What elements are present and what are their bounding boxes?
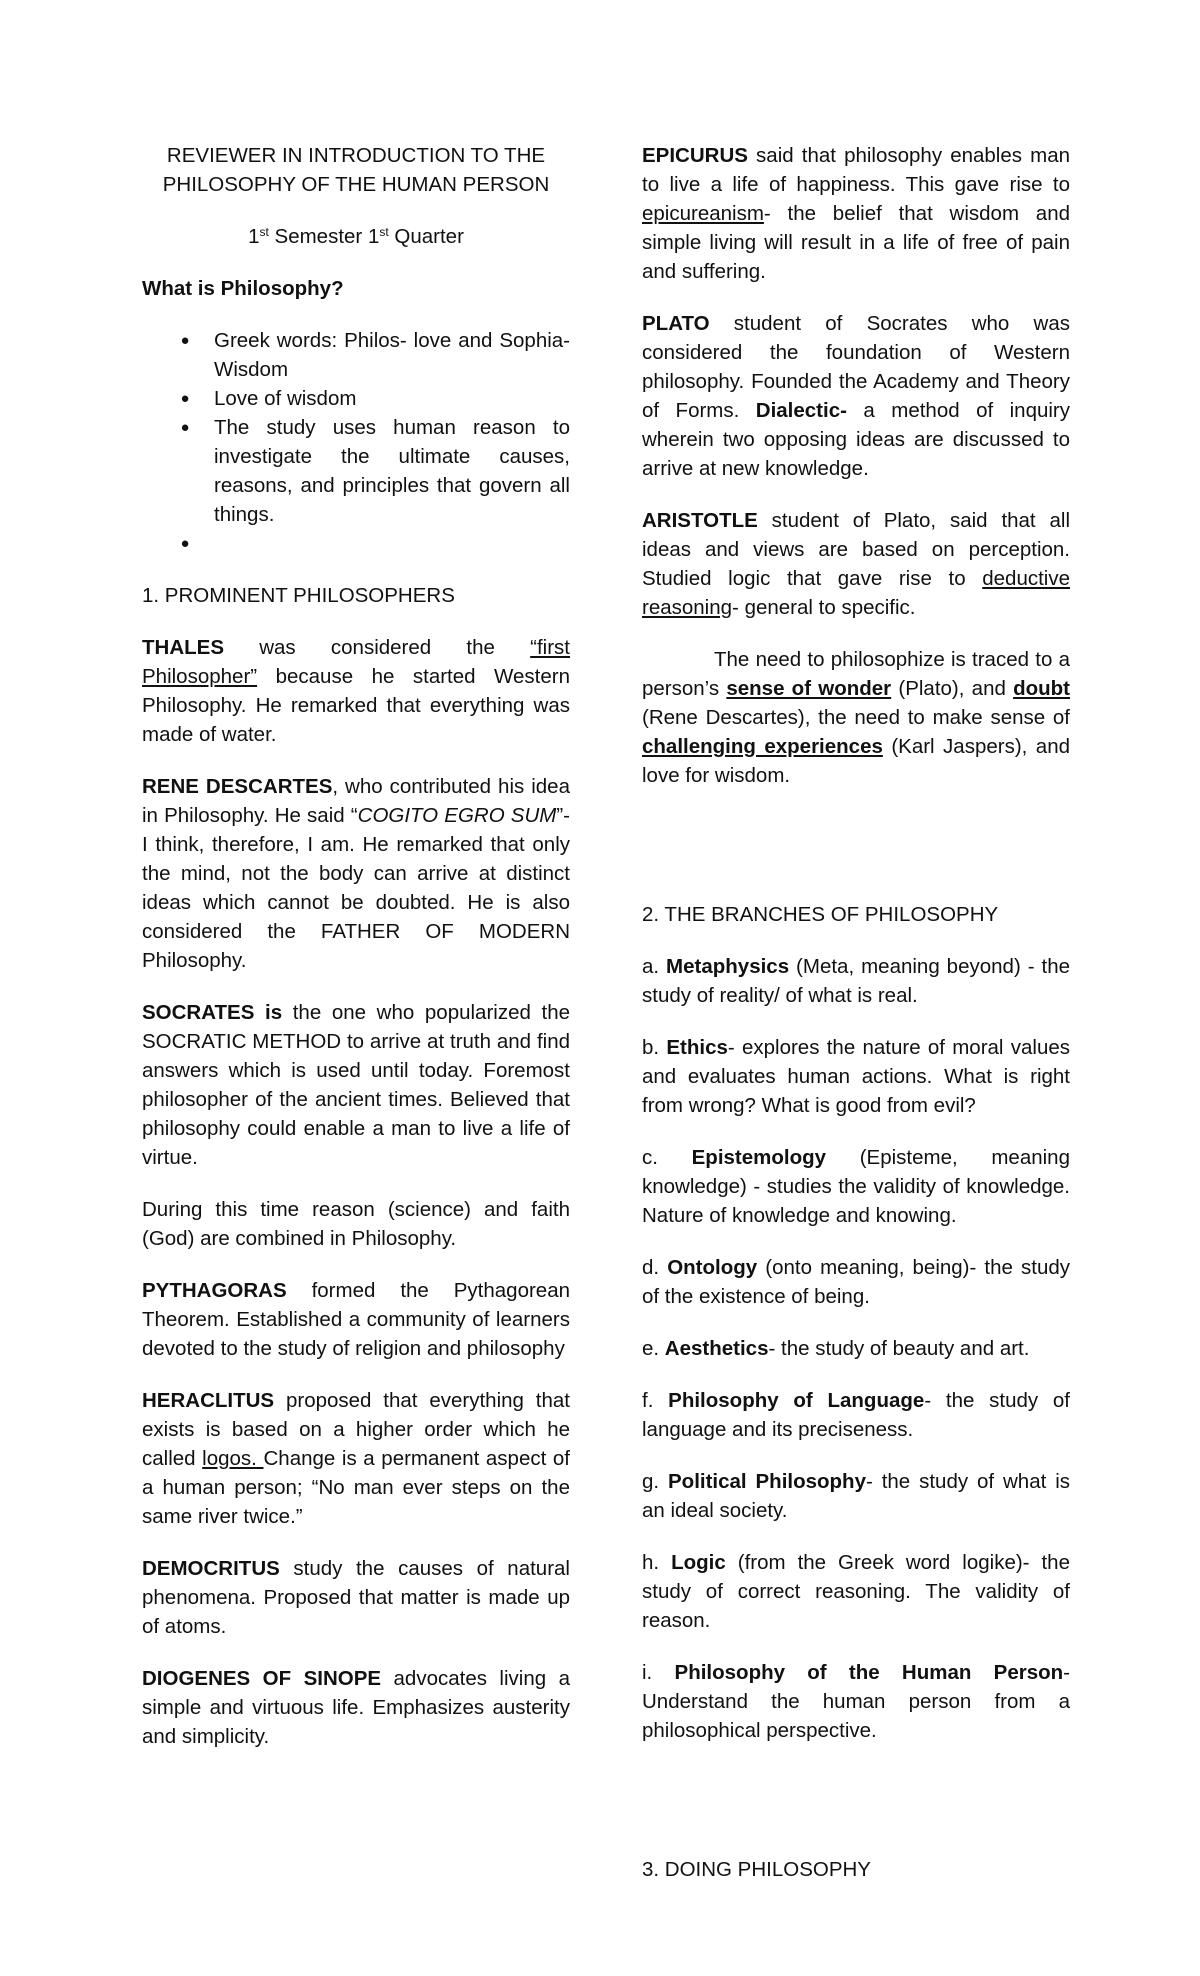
branch-metaphysics: a. Metaphysics (Meta, meaning beyond) - the study of reality/ of what is real. [642, 955, 1070, 1007]
paragraph-plato: PLATO student of Socrates who was considered the foundation of Western philosophy. Founded the Academy and Theory of Forms. Dialectic- a method of inquiry wherein two opposing ideas are discussed to arrive at new knowledge. [642, 312, 1071, 480]
branch-ethics: b. Ethics- explores the nature of moral values and evaluates human actions. What is right from wrong? What is good from evil? [642, 1036, 1070, 1117]
philosophy-definition-list [142, 326, 570, 558]
title-line-2: PHILOSOPHY OF THE HUMAN PERSON [162, 173, 550, 196]
list-item [142, 529, 570, 558]
paragraph-thales: THALES was considered the “first Philosopher” because he started Western Philosophy. He remarked that everything was made of water. [142, 636, 570, 746]
bullet-icon: ● [180, 419, 190, 436]
left-column [142, 141, 570, 1774]
what-is-philosophy-heading: What is Philosophy? [142, 277, 344, 300]
paragraph-need-to-philosophize: The need to philosophize is traced to a person’s sense of wonder (Plato), and doubt (Rene Descartes), the need to make sense of challenging experiences (Karl Jaspers), and love for wisdom. [642, 648, 1071, 787]
bullet-icon: ● [180, 390, 190, 407]
prominent-philosophers-heading: 1. PROMINENT PHILOSOPHERS [142, 584, 455, 607]
paragraph-aristotle: ARISTOTLE student of Plato, said that all ideas and views are based on perception. Studied logic that gave rise to deductive reasoning- general to specific. [642, 509, 1070, 619]
doing-philosophy-heading: 3. DOING PHILOSOPHY [642, 1858, 871, 1881]
list-item: ● Love of wisdom [142, 384, 570, 413]
title-line-1: REVIEWER IN INTRODUCTION TO THE [166, 144, 546, 167]
bullet-icon: ● [180, 535, 190, 552]
semester-line: 1st Semester 1st Quarter [248, 225, 464, 248]
branch-ontology: d. Ontology (onto meaning, being)- the study of the existence of being. [642, 1256, 1071, 1308]
right-column [642, 141, 1070, 1884]
paragraph-democritus: DEMOCRITUS study the causes of natural phenomena. Proposed that matter is made up of atoms. [142, 1557, 570, 1638]
paragraph-pythagoras: PYTHAGORAS formed the Pythagorean Theorem. Established a community of learners devoted to the study of religion and philosophy [142, 1279, 570, 1360]
branch-epistemology: c. Epistemology (Episteme, meaning knowledge) - studies the validity of knowledge. Nature of knowledge and knowing. [642, 1146, 1070, 1227]
paragraph-diogenes: DIOGENES OF SINOPE advocates living a simple and virtuous life. Emphasizes austerity and simplicity. [142, 1667, 570, 1748]
branch-philosophy-of-human-person: i. Philosophy of the Human Person- Understand the human person from a philosophical perspective. [642, 1661, 1070, 1742]
paragraph-descartes: RENE DESCARTES, who contributed his idea in Philosophy. He said “COGITO EGRO SUM”- I think, therefore, I am. He remarked that only the mind, not the body can arrive at distinct ideas which cannot be doubted. He is also considered the FATHER OF MODERN Philosophy. [142, 775, 570, 972]
branch-logic: h. Logic (from the Greek word logike)- the study of correct reasoning. The validity of reason. [642, 1551, 1070, 1632]
branch-political-philosophy: g. Political Philosophy- the study of what is an ideal society. [642, 1470, 1070, 1522]
paragraph-heraclitus: HERACLITUS proposed that everything that exists is based on a higher order which he called logos. Change is a permanent aspect of a human person; “No man ever steps on the same river twice.” [142, 1389, 570, 1528]
paragraph-during: During this time reason (science) and faith (God) are combined in Philosophy. [142, 1198, 570, 1250]
list-item: ● Greek words: Philos- love and Sophia- Wisdom [142, 326, 570, 384]
branches-heading: 2. THE BRANCHES OF PHILOSOPHY [642, 903, 999, 926]
paragraph-socrates: SOCRATES is the one who popularized the SOCRATIC METHOD to arrive at truth and find answers which is used until today. Foremost philosopher of the ancient times. Believed that philosophy could enable a man to live a life of virtue. [142, 1001, 571, 1169]
branch-aesthetics: e. Aesthetics- the study of beauty and art. [642, 1337, 1030, 1360]
branch-philosophy-of-language: f. Philosophy of Language- the study of language and its preciseness. [642, 1389, 1070, 1441]
bullet-icon: ● [180, 332, 190, 349]
list-item: ● The study uses human reason to investigate the ultimate causes, reasons, and principles that govern all things. [142, 413, 570, 529]
paragraph-epicurus: EPICURUS said that philosophy enables man to live a life of happiness. This gave rise to epicureanism- the belief that wisdom and simple living will result in a life of free of pain and suffering. [642, 144, 1070, 283]
